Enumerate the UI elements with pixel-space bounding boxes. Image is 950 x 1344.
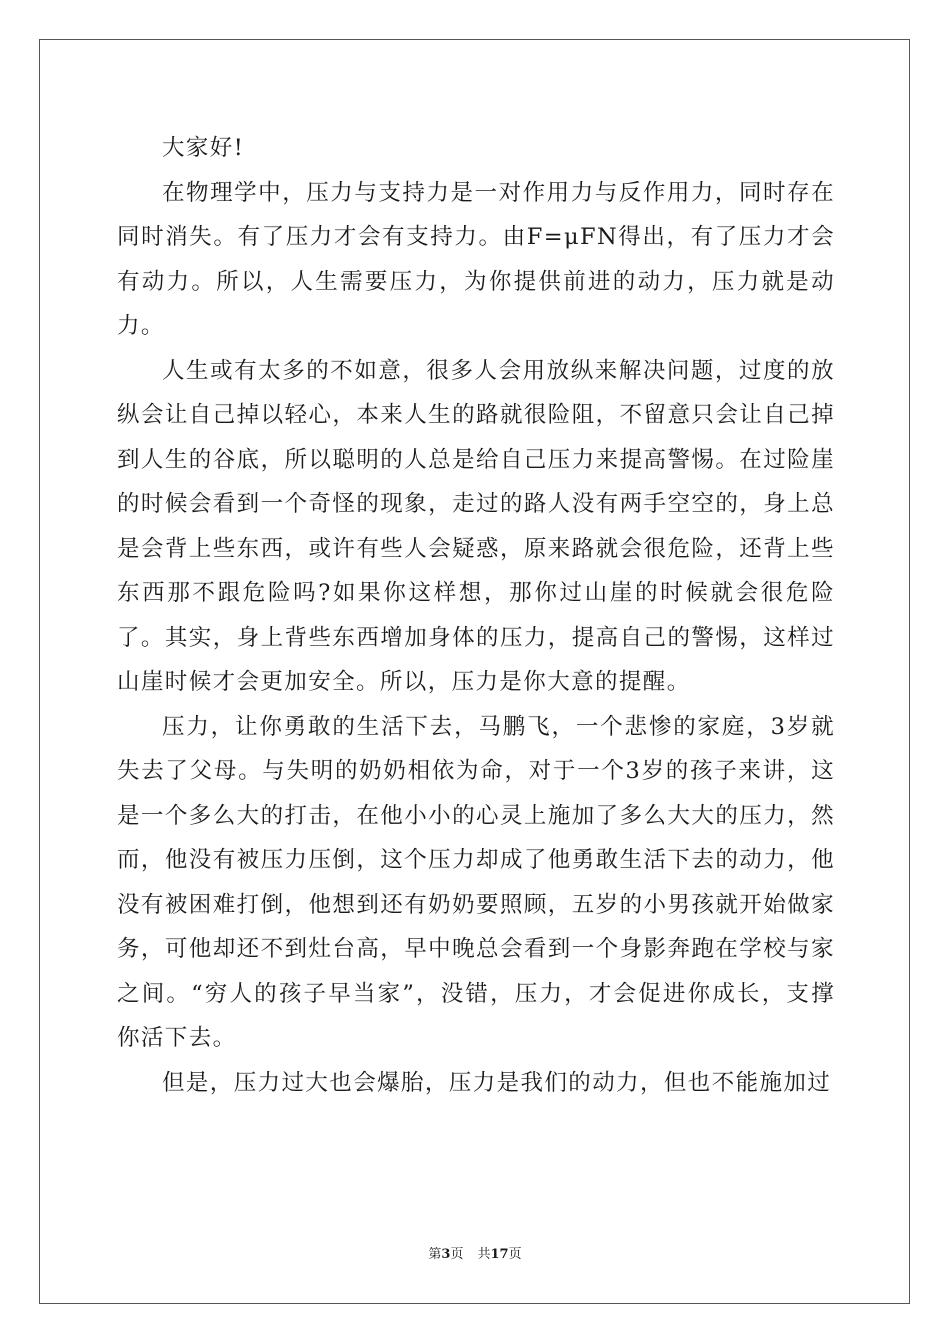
page-current: 3: [441, 1247, 451, 1262]
paragraph-conclusion: 但是，压力过大也会爆胎，压力是我们的动力，但也不能施加过: [162, 1069, 832, 1096]
total-prefix: 共: [477, 1247, 491, 1262]
page-suffix: 页: [450, 1247, 464, 1262]
page-total: 17: [490, 1247, 509, 1262]
total-suffix: 页: [508, 1247, 522, 1262]
page-footer: [0, 1246, 950, 1264]
paragraph-physics: 在物理学中，压力与支持力是一对作用力与反作用力，同时存在同时消失。有了压力才会有支持力。由F=μFN得出，有了压力才会有动力。所以，人生需要压力，为你提供前进的动力，压力就是动力。: [117, 179, 835, 339]
paragraph-cliff: 人生或有太多的不如意，很多人会用放纵来解决问题，过度的放纵会让自己掉以轻心，本来人生的路就很险阻，不留意只会让自己掉到人生的谷底，所以聪明的人总是给自己压力来提高警惕。在过险崖的时候会看到一个奇怪的现象，走过的路人没有两手空空的，身上总是会背上些东西，或许有些人会疑惑，原来路就会很危险，还背上些东西那不跟危险吗?如果你这样想，那你过山崖的时候就会很危险了。其实，身上背些东西增加身体的压力，提高自己的警惕，这样过山崖时候才会更加安全。所以，压力是你大意的提醒。: [117, 357, 835, 695]
document-body: [117, 126, 835, 1105]
paragraph-greeting: 大家好!: [162, 135, 245, 161]
paragraph-story: 压力，让你勇敢的生活下去，马鹏飞，一个悲惨的家庭，3岁就失去了父母。与失明的奶奶相依为命，对于一个3岁的孩子来讲，这是一个多么大的打击，在他小小的心灵上施加了多么大大的压力，然而，他没有被压力压倒，这个压力却成了他勇敢生活下去的动力，他没有被困难打倒，他想到还有奶奶要照顾，五岁的小男孩就开始做家务，可他却还不到灶台高，早中晚总会看到一个身影奔跑在学校与家之间。“穷人的孩子早当家”，没错，压力，才会促进你成长，支撑你活下去。: [117, 713, 835, 1051]
page-prefix: 第: [428, 1247, 442, 1262]
